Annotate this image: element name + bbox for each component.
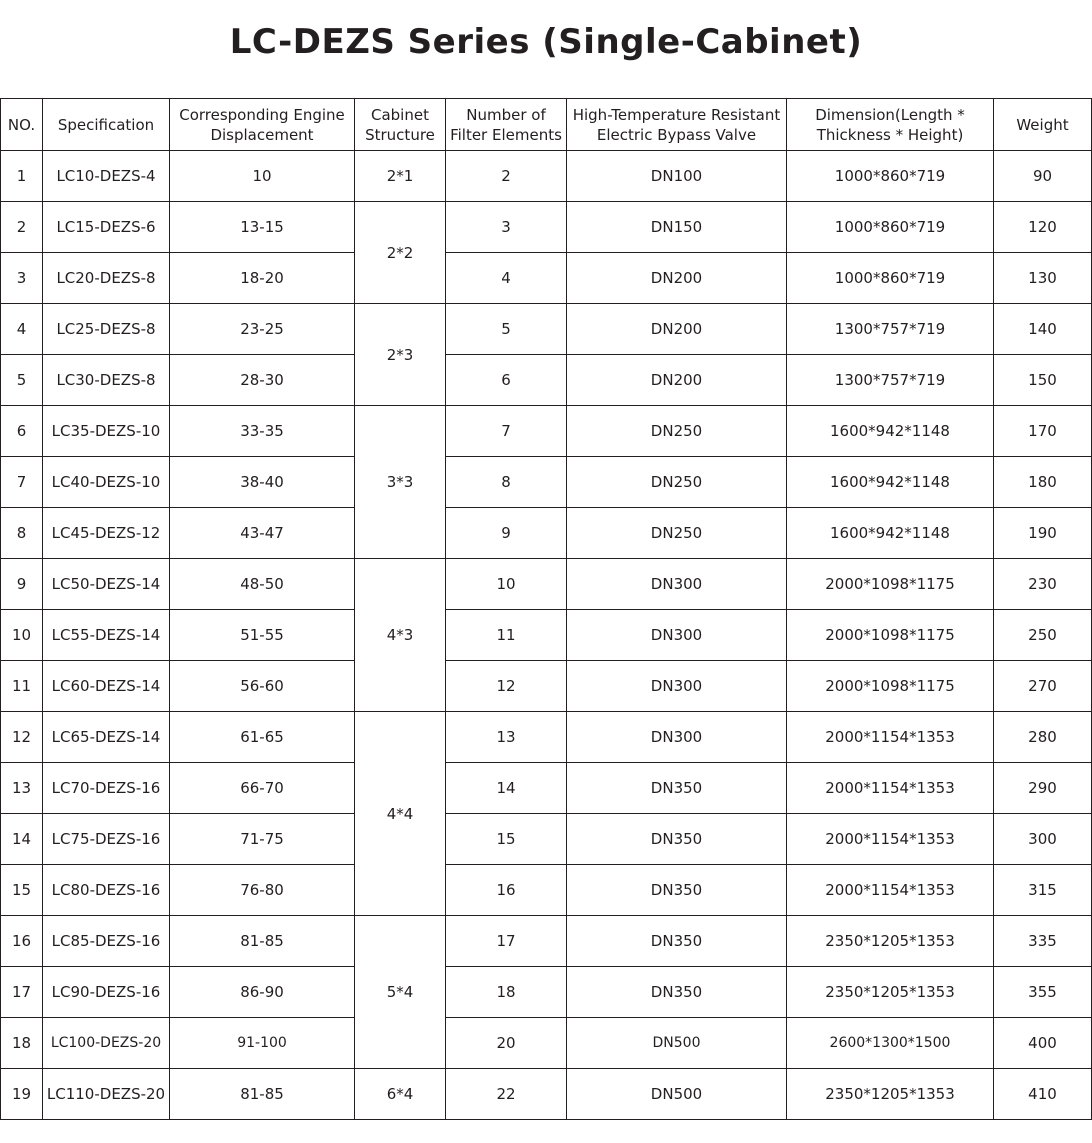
cell-filters: 8	[446, 457, 567, 508]
cell-displacement: 38-40	[170, 457, 355, 508]
cell-dimension: 1300*757*719	[787, 355, 994, 406]
cell-filters: 3	[446, 202, 567, 253]
cell-cabinet: 2*2	[355, 202, 446, 304]
cell-spec: LC90-DEZS-16	[43, 967, 170, 1018]
cell-weight: 140	[994, 304, 1092, 355]
cell-no: 8	[1, 508, 43, 559]
cell-displacement: 81-85	[170, 1069, 355, 1120]
table-row	[1, 763, 1092, 814]
cell-filters: 13	[446, 712, 567, 763]
cell-valve: DN300	[567, 661, 787, 712]
cell-filters: 14	[446, 763, 567, 814]
table-row	[1, 865, 1092, 916]
cell-valve: DN500	[567, 1018, 787, 1069]
cell-valve: DN300	[567, 712, 787, 763]
cell-weight: 315	[994, 865, 1092, 916]
cell-spec: LC30-DEZS-8	[43, 355, 170, 406]
cell-spec: LC10-DEZS-4	[43, 151, 170, 202]
cell-weight: 180	[994, 457, 1092, 508]
cell-filters: 6	[446, 355, 567, 406]
cell-spec: LC75-DEZS-16	[43, 814, 170, 865]
cell-dimension: 2350*1205*1353	[787, 1069, 994, 1120]
cell-no: 6	[1, 406, 43, 457]
cell-dimension: 2350*1205*1353	[787, 916, 994, 967]
table-row	[1, 457, 1092, 508]
cell-dimension: 1600*942*1148	[787, 406, 994, 457]
cell-no: 2	[1, 202, 43, 253]
spec-table	[0, 98, 1092, 1120]
table-row	[1, 304, 1092, 355]
cell-weight: 335	[994, 916, 1092, 967]
cell-spec: LC100-DEZS-20	[43, 1018, 170, 1069]
cell-weight: 355	[994, 967, 1092, 1018]
cell-displacement: 56-60	[170, 661, 355, 712]
cell-weight: 170	[994, 406, 1092, 457]
table-row	[1, 355, 1092, 406]
cell-weight: 150	[994, 355, 1092, 406]
cell-no: 9	[1, 559, 43, 610]
table-row	[1, 814, 1092, 865]
cell-valve: DN200	[567, 355, 787, 406]
cell-weight: 270	[994, 661, 1092, 712]
cell-filters: 16	[446, 865, 567, 916]
header-specification: Specification	[43, 99, 170, 151]
cell-spec: LC15-DEZS-6	[43, 202, 170, 253]
cell-no: 11	[1, 661, 43, 712]
cell-valve: DN350	[567, 763, 787, 814]
cell-dimension: 1000*860*719	[787, 253, 994, 304]
table-row	[1, 712, 1092, 763]
cell-no: 10	[1, 610, 43, 661]
table-row	[1, 967, 1092, 1018]
header-weight: Weight	[994, 99, 1092, 151]
table-row	[1, 508, 1092, 559]
cell-dimension: 2000*1098*1175	[787, 661, 994, 712]
cell-filters: 22	[446, 1069, 567, 1120]
header-cabinet-structure: Cabinet Structure	[355, 99, 446, 151]
cell-filters: 18	[446, 967, 567, 1018]
cell-valve: DN350	[567, 865, 787, 916]
cell-valve: DN250	[567, 508, 787, 559]
cell-filters: 5	[446, 304, 567, 355]
cell-weight: 410	[994, 1069, 1092, 1120]
cell-weight: 130	[994, 253, 1092, 304]
cell-no: 14	[1, 814, 43, 865]
cell-spec: LC35-DEZS-10	[43, 406, 170, 457]
cell-no: 18	[1, 1018, 43, 1069]
cell-dimension: 1600*942*1148	[787, 508, 994, 559]
cell-cabinet: 6*4	[355, 1069, 446, 1120]
table-row	[1, 559, 1092, 610]
cell-cabinet: 2*1	[355, 151, 446, 202]
cell-cabinet: 3*3	[355, 406, 446, 559]
cell-no: 1	[1, 151, 43, 202]
cell-weight: 120	[994, 202, 1092, 253]
cell-no: 3	[1, 253, 43, 304]
cell-dimension: 2000*1098*1175	[787, 610, 994, 661]
header-row	[1, 99, 1092, 151]
cell-weight: 290	[994, 763, 1092, 814]
cell-displacement: 43-47	[170, 508, 355, 559]
cell-displacement: 81-85	[170, 916, 355, 967]
cell-dimension: 2600*1300*1500	[787, 1018, 994, 1069]
cell-no: 5	[1, 355, 43, 406]
cell-cabinet: 2*3	[355, 304, 446, 406]
cell-valve: DN350	[567, 967, 787, 1018]
cell-valve: DN350	[567, 916, 787, 967]
table-row	[1, 1069, 1092, 1120]
cell-spec: LC50-DEZS-14	[43, 559, 170, 610]
cell-dimension: 2000*1154*1353	[787, 814, 994, 865]
cell-dimension: 1600*942*1148	[787, 457, 994, 508]
cell-no: 12	[1, 712, 43, 763]
cell-displacement: 71-75	[170, 814, 355, 865]
cell-spec: LC40-DEZS-10	[43, 457, 170, 508]
header-dimension: Dimension(Length * Thickness * Height)	[787, 99, 994, 151]
cell-no: 16	[1, 916, 43, 967]
header-bypass-valve: High-Temperature Resistant Electric Bypass Valve	[567, 99, 787, 151]
cell-dimension: 2350*1205*1353	[787, 967, 994, 1018]
cell-spec: LC70-DEZS-16	[43, 763, 170, 814]
cell-displacement: 18-20	[170, 253, 355, 304]
cell-dimension: 2000*1098*1175	[787, 559, 994, 610]
cell-valve: DN150	[567, 202, 787, 253]
cell-spec: LC20-DEZS-8	[43, 253, 170, 304]
cell-filters: 2	[446, 151, 567, 202]
cell-displacement: 86-90	[170, 967, 355, 1018]
header-no: NO.	[1, 99, 43, 151]
table-row	[1, 151, 1092, 202]
cell-dimension: 2000*1154*1353	[787, 865, 994, 916]
cell-displacement: 48-50	[170, 559, 355, 610]
cell-no: 13	[1, 763, 43, 814]
cell-filters: 4	[446, 253, 567, 304]
cell-filters: 11	[446, 610, 567, 661]
cell-spec: LC55-DEZS-14	[43, 610, 170, 661]
cell-displacement: 66-70	[170, 763, 355, 814]
cell-valve: DN200	[567, 304, 787, 355]
cell-valve: DN500	[567, 1069, 787, 1120]
table-row	[1, 202, 1092, 253]
cell-weight: 400	[994, 1018, 1092, 1069]
cell-no: 4	[1, 304, 43, 355]
cell-spec: LC110-DEZS-20	[43, 1069, 170, 1120]
cell-weight: 90	[994, 151, 1092, 202]
cell-displacement: 28-30	[170, 355, 355, 406]
cell-valve: DN250	[567, 457, 787, 508]
cell-no: 19	[1, 1069, 43, 1120]
cell-weight: 280	[994, 712, 1092, 763]
cell-displacement: 33-35	[170, 406, 355, 457]
cell-cabinet: 4*4	[355, 712, 446, 916]
cell-valve: DN350	[567, 814, 787, 865]
cell-displacement: 76-80	[170, 865, 355, 916]
cell-spec: LC85-DEZS-16	[43, 916, 170, 967]
table-row	[1, 1018, 1092, 1069]
cell-weight: 300	[994, 814, 1092, 865]
cell-no: 17	[1, 967, 43, 1018]
cell-cabinet: 4*3	[355, 559, 446, 712]
cell-valve: DN100	[567, 151, 787, 202]
cell-valve: DN250	[567, 406, 787, 457]
cell-no: 7	[1, 457, 43, 508]
cell-spec: LC65-DEZS-14	[43, 712, 170, 763]
cell-cabinet: 5*4	[355, 916, 446, 1069]
cell-weight: 250	[994, 610, 1092, 661]
cell-displacement: 10	[170, 151, 355, 202]
cell-dimension: 2000*1154*1353	[787, 763, 994, 814]
cell-displacement: 51-55	[170, 610, 355, 661]
cell-no: 15	[1, 865, 43, 916]
table-row	[1, 916, 1092, 967]
cell-spec: LC45-DEZS-12	[43, 508, 170, 559]
cell-filters: 12	[446, 661, 567, 712]
cell-spec: LC80-DEZS-16	[43, 865, 170, 916]
cell-displacement: 61-65	[170, 712, 355, 763]
cell-dimension: 2000*1154*1353	[787, 712, 994, 763]
cell-filters: 7	[446, 406, 567, 457]
cell-valve: DN200	[567, 253, 787, 304]
cell-filters: 10	[446, 559, 567, 610]
header-engine-displacement: Corresponding Engine Displacement	[170, 99, 355, 151]
cell-spec: LC60-DEZS-14	[43, 661, 170, 712]
cell-valve: DN300	[567, 559, 787, 610]
cell-valve: DN300	[567, 610, 787, 661]
cell-spec: LC25-DEZS-8	[43, 304, 170, 355]
cell-dimension: 1300*757*719	[787, 304, 994, 355]
table-row	[1, 253, 1092, 304]
cell-displacement: 13-15	[170, 202, 355, 253]
cell-filters: 20	[446, 1018, 567, 1069]
cell-displacement: 91-100	[170, 1018, 355, 1069]
cell-filters: 9	[446, 508, 567, 559]
page-title: LC-DEZS Series (Single-Cabinet)	[229, 22, 863, 62]
table-row	[1, 661, 1092, 712]
cell-displacement: 23-25	[170, 304, 355, 355]
cell-filters: 17	[446, 916, 567, 967]
cell-dimension: 1000*860*719	[787, 151, 994, 202]
header-filter-elements: Number of Filter Elements	[446, 99, 567, 151]
cell-weight: 230	[994, 559, 1092, 610]
table-row	[1, 610, 1092, 661]
table-row	[1, 406, 1092, 457]
cell-filters: 15	[446, 814, 567, 865]
cell-dimension: 1000*860*719	[787, 202, 994, 253]
cell-weight: 190	[994, 508, 1092, 559]
